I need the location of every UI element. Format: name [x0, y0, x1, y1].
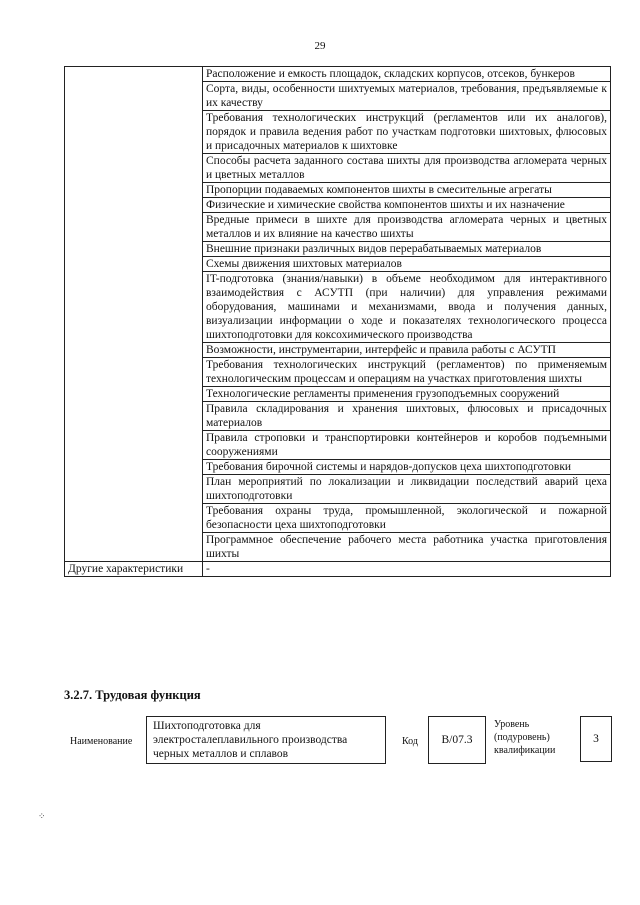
knowledge-item: Правила строповки и транспортировки контейнеров и коробов подъемными сооружениями: [203, 431, 611, 460]
knowledge-item: Схемы движения шихтовых материалов: [203, 257, 611, 272]
knowledge-item: План мероприятий по локализации и ликвидации последствий аварий цеха шихтоподготовки: [203, 475, 611, 504]
labor-function-code-label: Код: [402, 736, 418, 747]
other-characteristics-value: -: [203, 562, 611, 577]
knowledge-table: [64, 66, 611, 577]
knowledge-item: Пропорции подаваемых компонентов шихты в смесительные агрегаты: [203, 183, 611, 198]
knowledge-item: Программное обеспечение рабочего места работника участка приготовления шихты: [203, 533, 611, 562]
other-characteristics-row: [65, 562, 611, 577]
knowledge-item: Способы расчета заданного состава шихты для производства агломерата черных и цветных металлов: [203, 154, 611, 183]
knowledge-item: Правила складирования и хранения шихтовых, флюсовых и присадочных материалов: [203, 402, 611, 431]
knowledge-item: Вредные примеси в шихте для производства агломерата черных и цветных металлов и их влияние на качество шихты: [203, 213, 611, 242]
knowledge-item: Сорта, виды, особенности шихтуемых материалов, требования, предъявляемые к их качеству: [203, 82, 611, 111]
knowledge-item: Технологические регламенты применения грузоподъемных сооружений: [203, 387, 611, 402]
knowledge-item: Физические и химические свойства компонентов шихты и их назначение: [203, 198, 611, 213]
knowledge-item: Требования бирочной системы и нарядов-допусков цеха шихтоподготовки: [203, 460, 611, 475]
knowledge-item: Требования технологических инструкций (регламентов) по применяемым технологическим процессам и операциям на участках приготовления шихты: [203, 358, 611, 387]
knowledge-item: Внешние признаки различных видов перерабатываемых материалов: [203, 242, 611, 257]
knowledge-item: Возможности, инструментарии, интерфейс и правила работы с АСУТП: [203, 343, 611, 358]
knowledge-item: Расположение и емкость площадок, складских корпусов, отсеков, бункеров: [203, 67, 611, 82]
section-heading: 3.2.7. Трудовая функция: [64, 688, 201, 702]
labor-function-name-label: Наименование: [70, 736, 133, 747]
knowledge-item: IT-подготовка (знания/навыки) в объеме необходимом для интерактивного взаимодействия с АСУТП (при наличии) для управления режимами оборудования, машинами и механизмами, ввода и получения данных, визуализации информации о ходе и показателях технологического процесса шихтоподготовки для коксохимического производства: [203, 272, 611, 343]
knowledge-item: Требования охраны труда, промышленной, экологической и пожарной безопасности цеха шихтоподготовки: [203, 504, 611, 533]
other-characteristics-label: Другие характеристики: [65, 562, 203, 577]
labor-function-code-value: В/07.3: [428, 716, 486, 764]
qualification-level-value: 3: [580, 716, 612, 762]
knowledge-table-body: [65, 67, 611, 577]
table-row: [65, 67, 611, 82]
labor-function-name-value: Шихтоподготовка для электросталеплавильного производства черных металлов и сплавов: [146, 716, 386, 764]
scan-mark: ⁘: [38, 811, 46, 821]
qualification-level-label: Уровень (подуровень) квалификации: [494, 719, 556, 756]
page-number: 29: [314, 40, 326, 52]
required-knowledge-label-cell: [65, 67, 203, 562]
knowledge-item: Требования технологических инструкций (регламентов или их аналогов), порядок и правила ведения работ по участкам подготовки шихтовых, флюсовых и присадочных материалов к шихтовке: [203, 111, 611, 154]
